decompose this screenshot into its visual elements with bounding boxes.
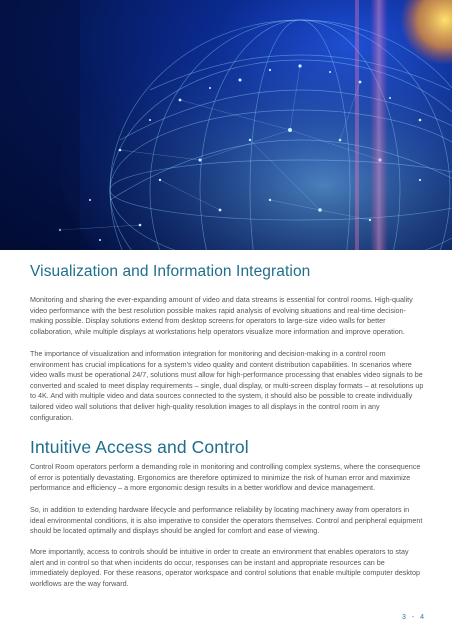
section-paragraph: The importance of visualization and information integration for monitoring and decision-making in a control room environment has crucial implications for a system’s video quality and content distribution capabilities. In scenarios where video walls must be operational 24/7, solutions must allow for high-performance processing that enables video signals to be converted and scaled to meet display requirements – single, dual display, or multi-screen display formats – at resolutions up to 4K. And with multiple video and data sources connected to the system, it should also be possible to create individually tailored video wall solutions that deliver high-quality resolution images to all displays in the control room in any configuration.	[30, 349, 424, 422]
globe-network-image	[0, 0, 452, 250]
section-heading-access-control: Intuitive Access and Control	[30, 437, 249, 457]
section-paragraph: So, in addition to extending hardware lifecycle and performance reliability by locating machinery away from operators in ideal environmental conditions, it is also imperative to consider the operators themselves. Control and peripheral equipment should be located optimally and displays should be angled for comfort and ease of viewing.	[30, 505, 423, 536]
section-heading-visualization: Visualization and Information Integration	[30, 263, 311, 280]
section-paragraph: Control Room operators perform a demanding role in monitoring and controlling complex systems, where the consequence of error is potentially devastating. Ergonomics are therefore optimized to minimize the risk of human error and maximize performance and efficiency – a more ergonomic design results in a better workflow and device management.	[30, 462, 421, 493]
page-number: 3 - 4	[401, 614, 426, 621]
section-paragraph: Monitoring and sharing the ever-expanding amount of video and data streams is essential for control rooms. High-quality video performance with the best resolution possible makes rapid analysis of evolving situations and real-time decision-making possible. Display solutions extend from desktop screens for operators to large-size video walls for better collaboration, while multiple displays at workstations help operators visualize more information and improve operation.	[30, 295, 413, 336]
section-paragraph: More importantly, access to controls should be intuitive in order to create an environment that enables operators to stay alert and in control so that when incidents do occur, responses can be instant and appropriate resources can be immediately deployed. For these reasons, operator workspace and control solutions that enable multiple computer desktop workflows are the way forward.	[30, 547, 420, 588]
hero-image	[0, 0, 452, 250]
